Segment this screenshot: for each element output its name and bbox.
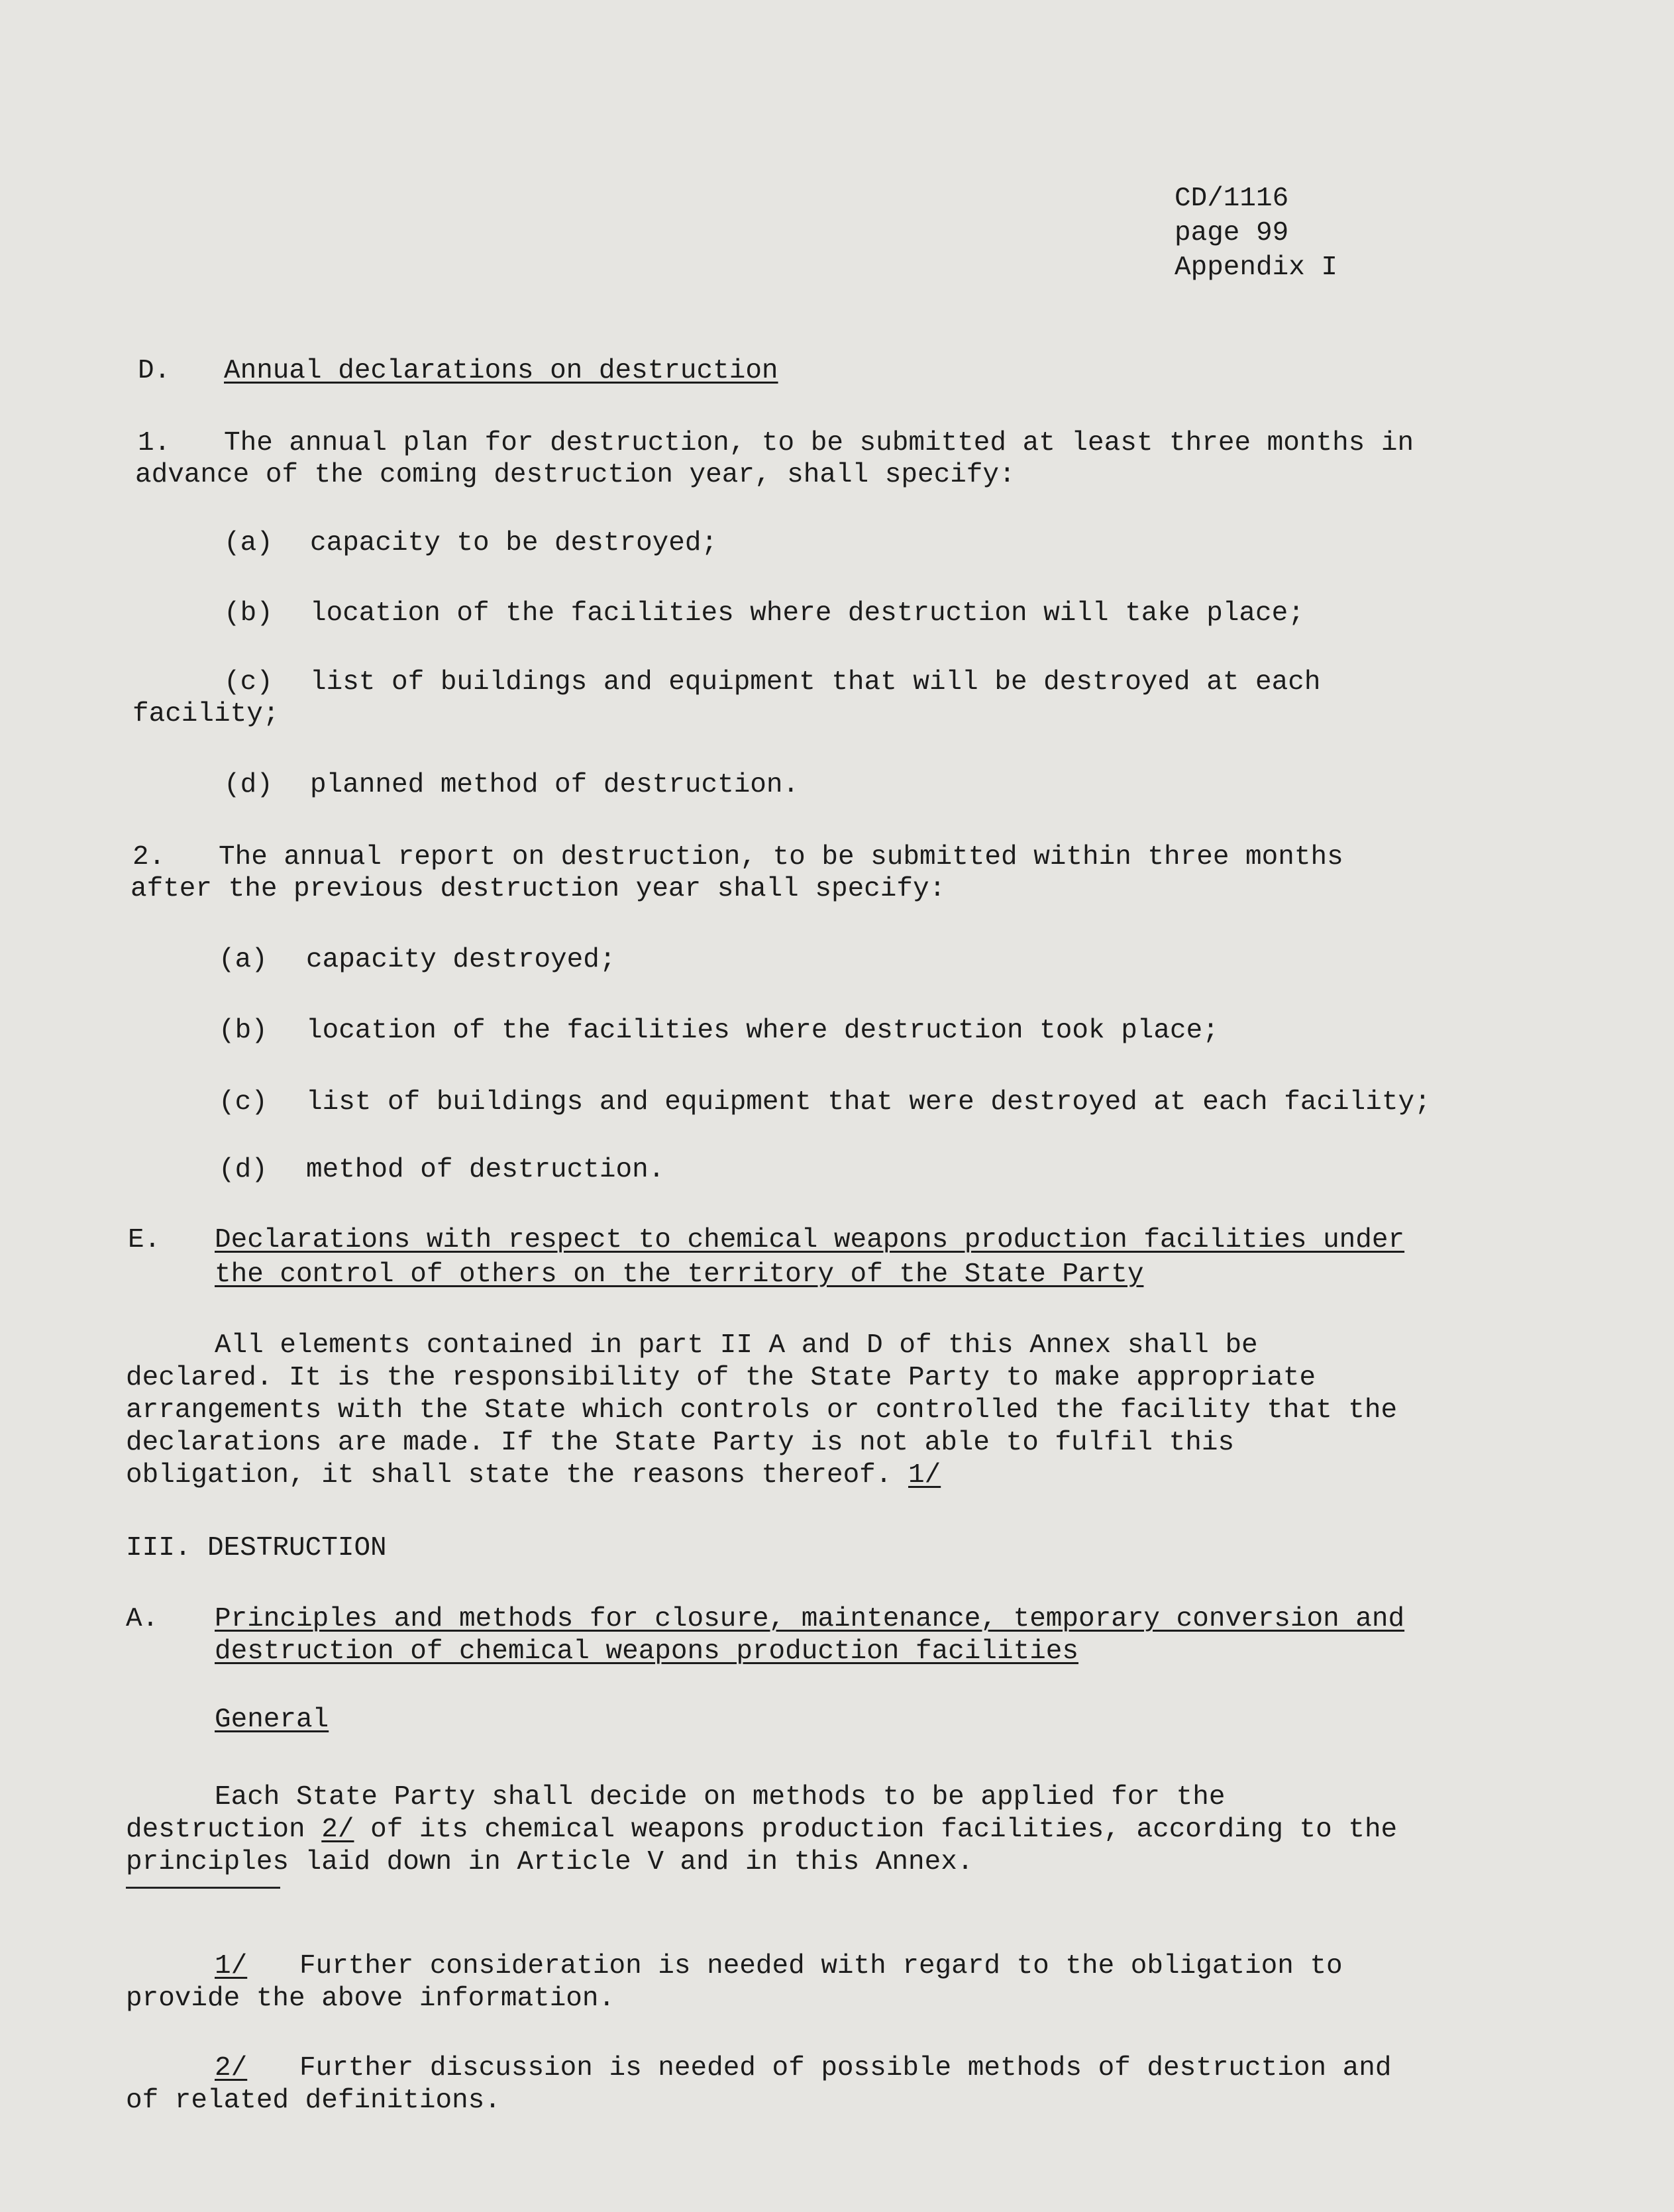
footnote-separator xyxy=(126,1887,280,1889)
para-2-number: 2. xyxy=(132,842,166,872)
para-1-item-b-text: location of the facilities where destruction will take place; xyxy=(310,598,1304,629)
section-iii-a-title-line-2: destruction of chemical weapons production facilities xyxy=(215,1636,1079,1667)
para-2-item-b-text: location of the facilities where destruction took place; xyxy=(306,1016,1219,1046)
section-iii-a-letter: A. xyxy=(126,1604,159,1634)
footnote-1-line-2: provide the above information. xyxy=(126,1983,615,2014)
para-1-number: 1. xyxy=(138,428,171,458)
para-1-item-a-label: (a) xyxy=(224,528,273,558)
para-2-item-d-text: method of destruction. xyxy=(306,1155,665,1185)
para-2-item-c-label: (c) xyxy=(219,1087,268,1118)
section-e-title-line-1: Declarations with respect to chemical weapons production facilities under xyxy=(215,1225,1405,1255)
general-body-line-2 xyxy=(126,1814,1397,1846)
footnote-2-line-1: Further discussion is needed of possible methods of destruction and xyxy=(299,2053,1392,2083)
section-e-body-last-text: obligation, it shall state the reasons thereof. xyxy=(126,1460,892,1491)
section-e-body-line-4: declarations are made. If the State Party is not able to fulfil this xyxy=(126,1428,1235,1458)
para-1-item-d-text: planned method of destruction. xyxy=(310,770,800,800)
para-2-item-b-label: (b) xyxy=(219,1016,268,1046)
footnote-1-mark: 1/ xyxy=(215,1951,248,1981)
para-2-item-c-text: list of buildings and equipment that were destroyed at each facility; xyxy=(306,1087,1431,1118)
section-e-title-line-2: the control of others on the territory of the State Party xyxy=(215,1259,1144,1290)
doc-code: CD/1116 xyxy=(1175,184,1289,214)
para-1-item-b-label: (b) xyxy=(224,598,273,629)
section-iii-heading: III. DESTRUCTION xyxy=(126,1533,387,1563)
section-e-body-line-1: All elements contained in part II A and D of this Annex shall be xyxy=(215,1330,1258,1361)
general-body-line-3: principles laid down in Article V and in this Annex. xyxy=(126,1847,974,1877)
para-1-item-c-continuation: facility; xyxy=(132,699,280,729)
para-2-item-d-label: (d) xyxy=(219,1155,268,1185)
section-e-body-line-5 xyxy=(126,1459,941,1491)
para-1-item-d-label: (d) xyxy=(224,770,273,800)
general-body-line-2-end: of its chemical weapons production facilities, according to the xyxy=(370,1815,1398,1845)
para-2-line-1: The annual report on destruction, to be submitted within three months xyxy=(219,842,1343,872)
appendix-label: Appendix I xyxy=(1175,252,1338,283)
para-1-line-1: The annual plan for destruction, to be submitted at least three months in xyxy=(224,428,1414,458)
general-body-line-2-start: destruction xyxy=(126,1815,305,1845)
section-e-body-line-3: arrangements with the State which controls or controlled the facility that the xyxy=(126,1395,1398,1426)
para-1-line-2: advance of the coming destruction year, shall specify: xyxy=(135,460,1016,490)
page-number: page 99 xyxy=(1175,218,1289,248)
para-2-item-a-text: capacity destroyed; xyxy=(306,945,616,975)
footnote-2-line-2: of related definitions. xyxy=(126,2085,501,2116)
section-e-body-line-2: declared. It is the responsibility of the State Party to make appropriate xyxy=(126,1363,1316,1393)
section-d-letter: D. xyxy=(138,356,171,386)
para-1-item-a-text: capacity to be destroyed; xyxy=(310,528,718,558)
general-heading: General xyxy=(215,1705,329,1735)
para-1-item-c-text: list of buildings and equipment that will be destroyed at each xyxy=(310,667,1321,698)
section-e-letter: E. xyxy=(128,1225,161,1255)
para-2-line-2: after the previous destruction year shall specify: xyxy=(131,874,946,904)
footnote-ref-1: 1/ xyxy=(908,1460,941,1491)
para-2-item-a-label: (a) xyxy=(219,945,268,975)
para-1-item-c-label: (c) xyxy=(224,667,273,698)
section-d-title: Annual declarations on destruction xyxy=(224,356,778,386)
general-body-line-1: Each State Party shall decide on methods to be applied for the xyxy=(215,1782,1226,1813)
footnote-ref-2: 2/ xyxy=(321,1815,354,1845)
footnote-1-line-1: Further consideration is needed with regard to the obligation to xyxy=(299,1951,1343,1981)
section-iii-a-title-line-1: Principles and methods for closure, maintenance, temporary conversion and xyxy=(215,1604,1405,1634)
footnote-2-mark: 2/ xyxy=(215,2053,248,2083)
